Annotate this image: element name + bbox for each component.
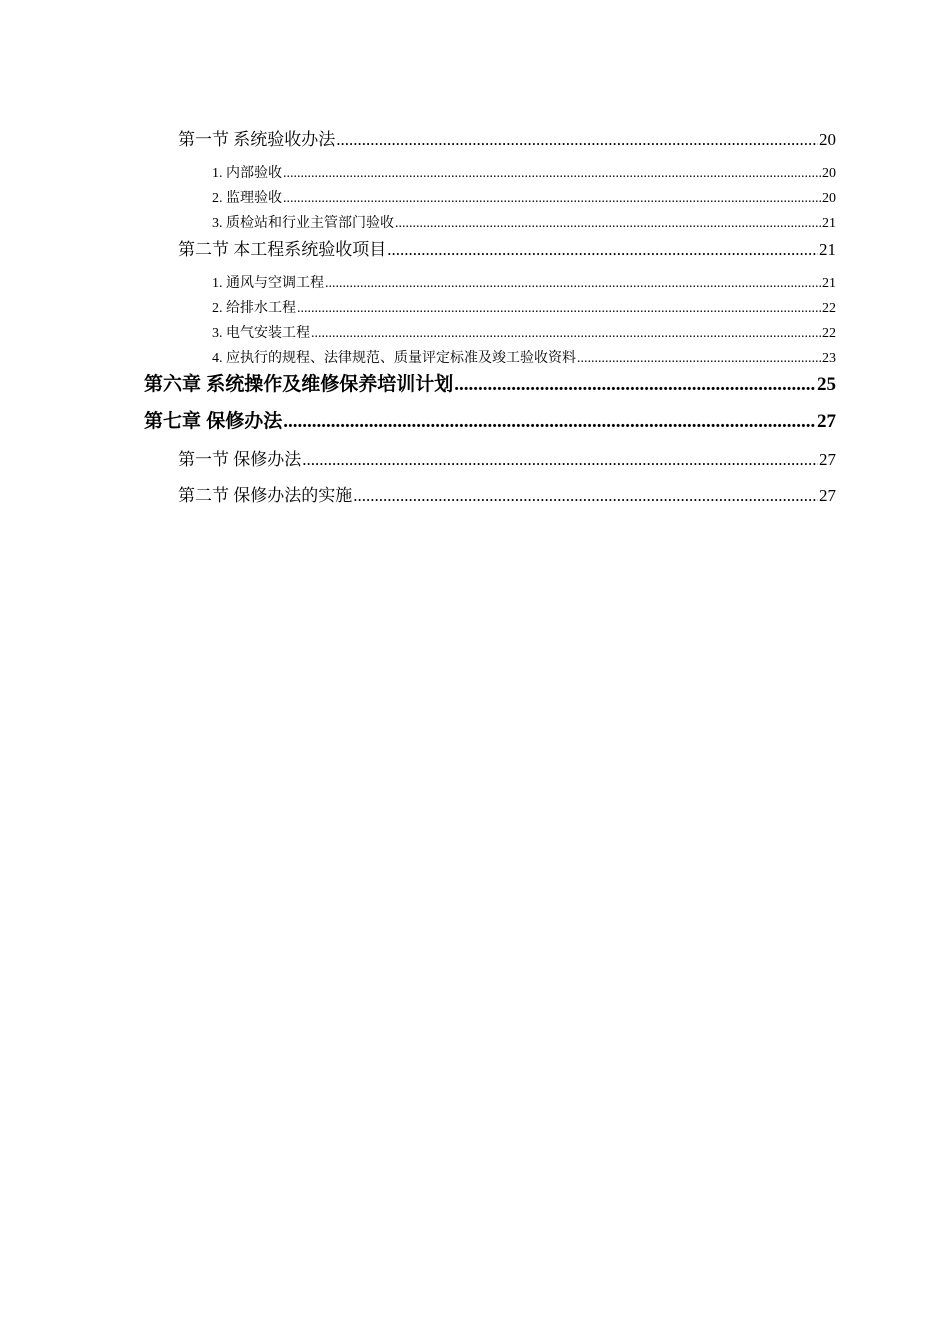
toc-entry-section[interactable] — [178, 125, 836, 150]
toc-entry-title: 第六章 系统操作及维修保养培训计划 — [144, 374, 454, 395]
dot-leader — [325, 276, 821, 292]
toc-entry-section[interactable] — [178, 445, 836, 470]
toc-entry-title: 1. 通风与空调工程 — [212, 276, 324, 291]
toc-entry-title: 第二节 保修办法的实施 — [178, 486, 353, 505]
dot-leader — [387, 240, 818, 260]
dot-leader — [395, 216, 821, 232]
toc-entry-item[interactable] — [212, 322, 836, 342]
toc-entry-section[interactable] — [178, 481, 836, 506]
toc-page-number: 21 — [819, 240, 836, 259]
toc-page-number: 21 — [822, 216, 836, 231]
toc-entry-title: 1. 内部验收 — [212, 166, 282, 181]
dot-leader — [283, 166, 821, 182]
toc-entry-item[interactable] — [212, 272, 836, 292]
dot-leader — [302, 450, 818, 470]
dot-leader — [454, 374, 816, 396]
toc-entry-chapter[interactable] — [144, 369, 836, 396]
toc-page-number: 27 — [817, 411, 836, 432]
toc-entry-item[interactable] — [212, 212, 836, 232]
toc-entry-item[interactable] — [212, 162, 836, 182]
toc-entry-title: 3. 质检站和行业主管部门验收 — [212, 216, 394, 231]
toc-entry-item[interactable] — [212, 297, 836, 317]
toc-entry-title: 2. 给排水工程 — [212, 301, 296, 316]
toc-entry-title: 4. 应执行的规程、法律规范、质量评定标准及竣工验收资料 — [212, 351, 576, 366]
toc-entry-title: 第一节 系统验收办法 — [178, 130, 336, 149]
toc-entry-section[interactable] — [178, 235, 836, 260]
toc-entry-title: 第二节 本工程系统验收项目 — [178, 240, 387, 259]
toc-page-number: 20 — [822, 191, 836, 206]
toc-page-number: 20 — [819, 130, 836, 149]
toc-page-number: 20 — [822, 166, 836, 181]
toc-entry-title: 第一节 保修办法 — [178, 450, 302, 469]
toc-entry-item[interactable] — [212, 187, 836, 207]
toc-page-number: 21 — [822, 276, 836, 291]
dot-leader — [577, 351, 821, 367]
toc-page-number: 25 — [817, 374, 836, 395]
dot-leader — [353, 486, 818, 506]
toc-page-number: 22 — [822, 326, 836, 341]
toc-page-number: 22 — [822, 301, 836, 316]
toc-entry-title: 2. 监理验收 — [212, 191, 282, 206]
dot-leader — [311, 326, 821, 342]
toc-entry-title: 第七章 保修办法 — [144, 411, 283, 432]
dot-leader — [297, 301, 821, 317]
dot-leader — [336, 130, 818, 150]
toc-page-number: 27 — [819, 486, 836, 505]
dot-leader — [283, 191, 821, 207]
toc-entry-item[interactable] — [212, 347, 836, 367]
dot-leader — [283, 411, 816, 433]
toc-entry-title: 3. 电气安装工程 — [212, 326, 310, 341]
toc-page-number: 27 — [819, 450, 836, 469]
toc-entry-chapter[interactable] — [144, 406, 836, 433]
toc-page-number: 23 — [822, 351, 836, 366]
